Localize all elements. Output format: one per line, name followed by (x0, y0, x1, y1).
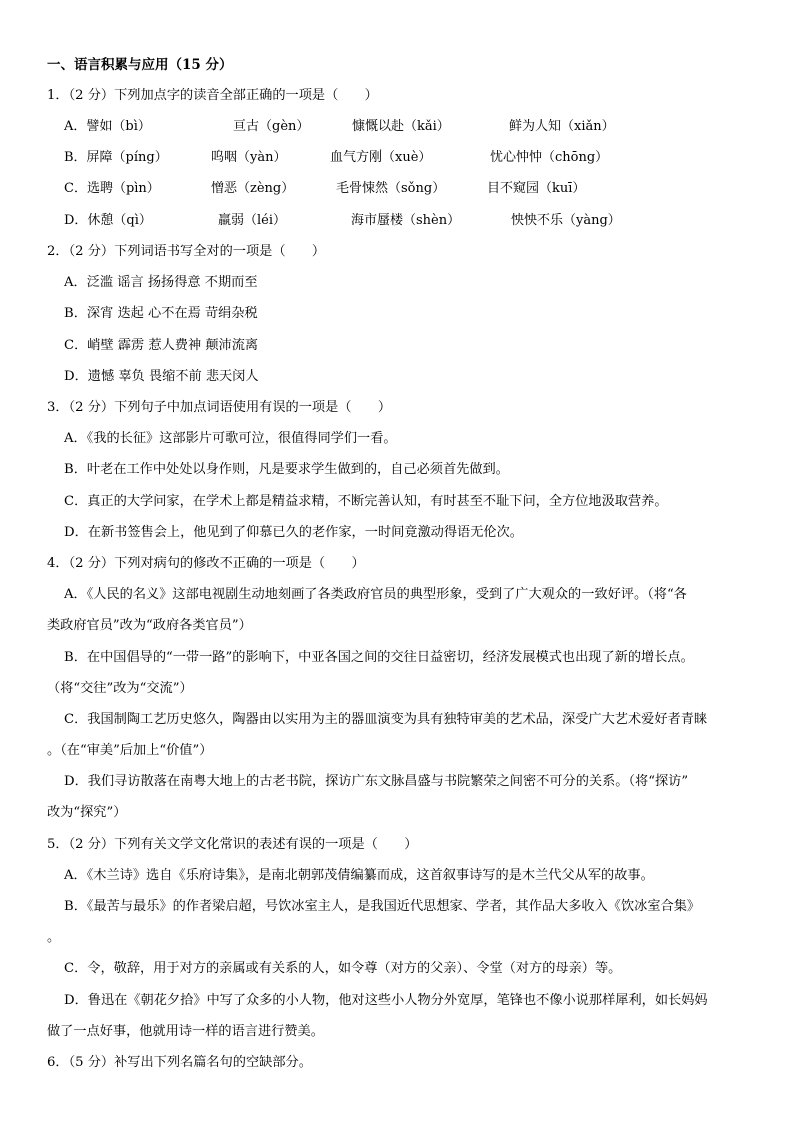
q3-option-d: D．在新书签售会上，他见到了仰慕已久的老作家，一时间竟激动得语无伦次。 (64, 525, 523, 540)
q1-c-1: C．选聘（pìn） (64, 181, 160, 196)
q2-option-d: D．遗憾 辜负 畏缩不前 悲天闵人 (64, 369, 259, 384)
q6-stem: 6．（5 分）补写出下列名篇名句的空缺部分。 (47, 1055, 312, 1070)
q1-d-4: 怏怏不乐（yàng） (511, 213, 621, 228)
q1-b-2: 呜咽（yàn） (211, 150, 287, 165)
q4-option-c-line1: C．我国制陶工艺历史悠久，陶器由以实用为主的器皿演变为具有独特审美的艺术品，深受广大艺术爱好者青睐 (64, 712, 708, 727)
q3-option-a: A．《我的长征》这部影片可歌可泣，很值得同学们一看。 (64, 431, 397, 446)
q2-stem: 2．（2 分）下列词语书写全对的一项是（ ） (47, 244, 326, 259)
q4-option-a-line2: 类政府官员”改为“政府各类官员”） (47, 618, 252, 633)
q4-option-a-line1: A．《人民的名义》这部电视剧生动地刻画了各类政府官员的典型形象，受到了广大观众的一致好评。（将“各 (64, 587, 687, 602)
q1-d-1: D．休憩（qì） (64, 213, 152, 228)
q4-option-d-line1: D．我们寻访散落在南粤大地上的古老书院，探访广东文脉昌盛与书院繁荣之间密不可分的关系。（将“探访” (64, 774, 689, 789)
q4-option-d-line2: 改为“探究”） (47, 805, 127, 820)
q5-option-c: C．令，敬辞，用于对方的亲属或有关系的人，如令尊（对方的父亲）、令堂（对方的母亲）等。 (64, 961, 622, 976)
q5-option-b-line2: 。 (47, 930, 61, 945)
q1-c-2: 憎恶（zèng） (211, 181, 295, 196)
q1-b-1: B．屏障（píng） (64, 150, 168, 165)
q2-option-b: B．深宵 迭起 心不在焉 苛绢杂税 (64, 306, 258, 321)
q4-option-b-line2: （将“交往”改为“交流”） (47, 681, 193, 696)
q3-option-b: B．叶老在工作中处处以身作则，凡是要求学生做到的，自己必须首先做到。 (64, 462, 509, 477)
q1-stem: 1．（2 分）下列加点字的读音全部正确的一项是（ ） (47, 88, 378, 103)
q4-option-b-line1: B．在中国倡导的“一带一路”的影响下，中亚各国之间的交往日益密切，经济发展模式也出现了新的增长点。 (64, 650, 694, 665)
q1-b-4: 忧心忡忡（chōng） (490, 150, 609, 165)
q1-a-3: 慷慨以赴（kǎi） (352, 119, 450, 134)
q4-option-c-line2: 。（在“审美”后加上“价值”） (47, 743, 213, 758)
q3-stem: 3．（2 分）下列句子中加点词语使用有误的一项是（ ） (47, 400, 392, 415)
q1-b-3: 血气方刚（xuè） (330, 150, 432, 165)
q5-option-b-line1: B．《最苦与最乐》的作者梁启超，号饮冰室主人，是我国近代思想家、学者，其作品大多收入《饮冰室合集》 (64, 899, 701, 914)
q3-option-c: C．真正的大学问家，在学术上都是精益求精，不断完善认知，有时甚至不耻下问，全方位地汲取营养。 (64, 494, 668, 509)
q1-c-4: 目不窥园（kuī） (487, 181, 586, 196)
q1-a-4: 鲜为人知（xiǎn） (509, 119, 615, 134)
q4-stem: 4．（2 分）下列对病句的修改不正确的一项是（ ） (47, 556, 365, 571)
q5-option-d-line1: D．鲁迅在《朝花夕拾》中写了众多的小人物，他对这些小人物分外宽厚，笔锋也不像小说那样犀利，如长妈妈 (64, 993, 708, 1008)
q2-option-c: C．峭壁 霹雳 惹人费神 颠沛流离 (64, 338, 259, 353)
q1-a-2: 亘古（gèn） (233, 119, 310, 134)
q5-stem: 5．（2 分）下列有关文学文化常识的表述有误的一项是（ ） (47, 837, 418, 852)
q1-a-1: A．譬如（bì） (64, 119, 151, 134)
q5-option-d-line2: 做了一点好事，他就用诗一样的语言进行赞美。 (47, 1024, 324, 1039)
q5-option-a: A．《木兰诗》选自《乐府诗集》，是南北朝郭茂倩编纂而成，这首叙事诗写的是木兰代父从军的故事。 (64, 868, 654, 883)
q1-d-3: 海市蜃楼（shèn） (351, 213, 461, 228)
q1-c-3: 毛骨悚然（sǒng） (336, 181, 446, 196)
q1-d-2: 羸弱（léi） (218, 213, 287, 228)
q2-option-a: A．泛滥 谣言 扬扬得意 不期而至 (64, 275, 258, 290)
section-heading: 一、语言积累与应用（15 分） (47, 57, 233, 73)
